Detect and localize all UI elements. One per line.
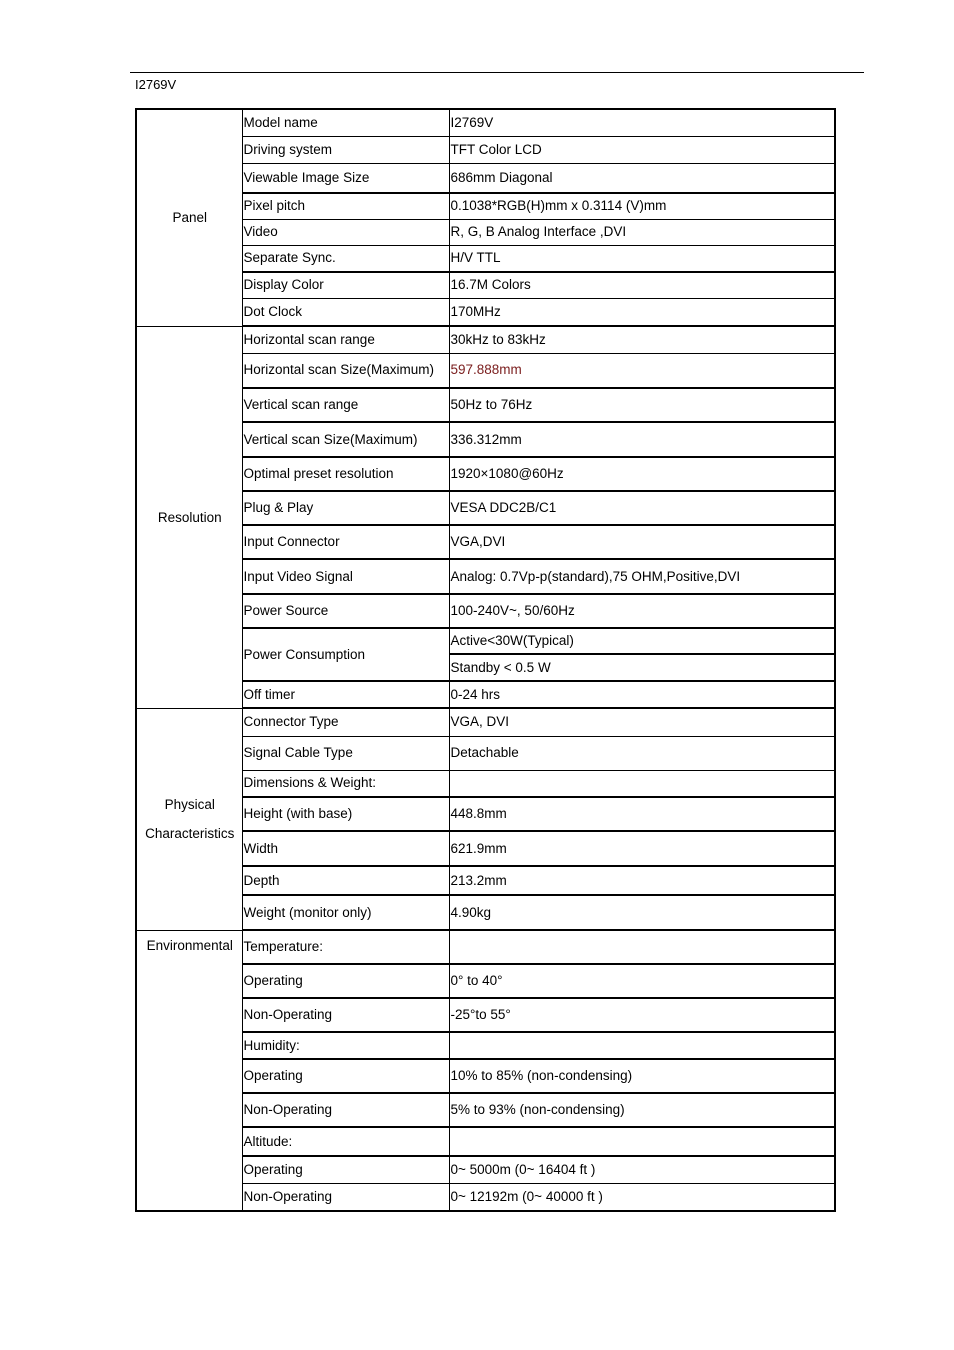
spec-label: Width: [242, 831, 449, 866]
spec-value: [449, 1032, 835, 1059]
category-environmental: Environmental: [136, 930, 242, 1211]
header-model: I2769V: [135, 77, 177, 92]
spec-label: Separate Sync.: [242, 245, 449, 272]
spec-value: 50Hz to 76Hz: [449, 388, 835, 422]
spec-label: Input Connector: [242, 525, 449, 559]
spec-label: Power Consumption: [242, 628, 449, 681]
spec-label: Non-Operating: [242, 998, 449, 1032]
spec-value: R, G, B Analog Interface ,DVI: [449, 219, 835, 245]
spec-value: 1920×1080@60Hz: [449, 457, 835, 491]
spec-label: Temperature:: [242, 930, 449, 964]
spec-value: 336.312mm: [449, 422, 835, 457]
spec-label: Altitude:: [242, 1127, 449, 1156]
spec-label: Vertical scan range: [242, 388, 449, 422]
spec-label: Model name: [242, 109, 449, 136]
spec-value: -25°to 55°: [449, 998, 835, 1032]
spec-label: Non-Operating: [242, 1183, 449, 1211]
spec-value: [449, 1127, 835, 1156]
spec-value: Active<30W(Typical): [449, 628, 835, 654]
spec-value: 0° to 40°: [449, 964, 835, 998]
spec-label: Connector Type: [242, 708, 449, 736]
spec-value: 0-24 hrs: [449, 681, 835, 708]
spec-value: 4.90kg: [449, 895, 835, 930]
spec-value: I2769V: [449, 109, 835, 136]
spec-label: Vertical scan Size(Maximum): [242, 422, 449, 457]
spec-label: Non-Operating: [242, 1093, 449, 1127]
spec-label: Height (with base): [242, 797, 449, 831]
spec-value: 621.9mm: [449, 831, 835, 866]
spec-label: Dot Clock: [242, 298, 449, 326]
spec-value: 30kHz to 83kHz: [449, 326, 835, 353]
spec-label: Horizontal scan range: [242, 326, 449, 353]
spec-label: Display Color: [242, 272, 449, 298]
spec-label: Horizontal scan Size(Maximum): [242, 353, 449, 388]
spec-value: 597.888mm: [449, 353, 835, 388]
spec-value: Standby < 0.5 W: [449, 654, 835, 681]
spec-value: TFT Color LCD: [449, 136, 835, 163]
category-physical-line2: Characteristics: [145, 826, 235, 841]
spec-value: 213.2mm: [449, 866, 835, 895]
category-physical: [136, 708, 242, 930]
spec-label: Operating: [242, 1156, 449, 1183]
header-rule: [130, 72, 864, 73]
spec-label: Humidity:: [242, 1032, 449, 1059]
spec-value: 16.7M Colors: [449, 272, 835, 298]
category-resolution: Resolution: [136, 326, 242, 708]
spec-label: Viewable Image Size: [242, 163, 449, 193]
spec-value: 100-240V~, 50/60Hz: [449, 594, 835, 628]
spec-label: Operating: [242, 964, 449, 998]
spec-value: Analog: 0.7Vp-p(standard),75 OHM,Positive,DVI: [449, 559, 835, 594]
spec-value: 0~ 12192m (0~ 40000 ft ): [449, 1183, 835, 1211]
spec-table: [135, 108, 836, 1212]
spec-label: Pixel pitch: [242, 193, 449, 219]
spec-value: [449, 770, 835, 797]
category-panel: Panel: [136, 109, 242, 326]
spec-label: Off timer: [242, 681, 449, 708]
spec-label: Signal Cable Type: [242, 736, 449, 770]
spec-label: Input Video Signal: [242, 559, 449, 594]
spec-value: H/V TTL: [449, 245, 835, 272]
spec-value: 5% to 93% (non-condensing): [449, 1093, 835, 1127]
spec-value: 10% to 85% (non-condensing): [449, 1059, 835, 1093]
spec-label: Operating: [242, 1059, 449, 1093]
spec-label: Optimal preset resolution: [242, 457, 449, 491]
spec-label: Depth: [242, 866, 449, 895]
spec-label: Video: [242, 219, 449, 245]
spec-label: Weight (monitor only): [242, 895, 449, 930]
spec-value: Detachable: [449, 736, 835, 770]
spec-value: 170MHz: [449, 298, 835, 326]
spec-label: Dimensions & Weight:: [242, 770, 449, 797]
spec-label: Driving system: [242, 136, 449, 163]
spec-label: Power Source: [242, 594, 449, 628]
category-physical-line1: Physical: [164, 797, 215, 812]
spec-value: [449, 930, 835, 964]
spec-value: 0~ 5000m (0~ 16404 ft ): [449, 1156, 835, 1183]
spec-value: VESA DDC2B/C1: [449, 491, 835, 525]
spec-label: Plug & Play: [242, 491, 449, 525]
spec-value: VGA,DVI: [449, 525, 835, 559]
spec-value: VGA, DVI: [449, 708, 835, 736]
spec-value: 0.1038*RGB(H)mm x 0.3114 (V)mm: [449, 193, 835, 219]
spec-value: 448.8mm: [449, 797, 835, 831]
spec-value: 686mm Diagonal: [449, 163, 835, 193]
